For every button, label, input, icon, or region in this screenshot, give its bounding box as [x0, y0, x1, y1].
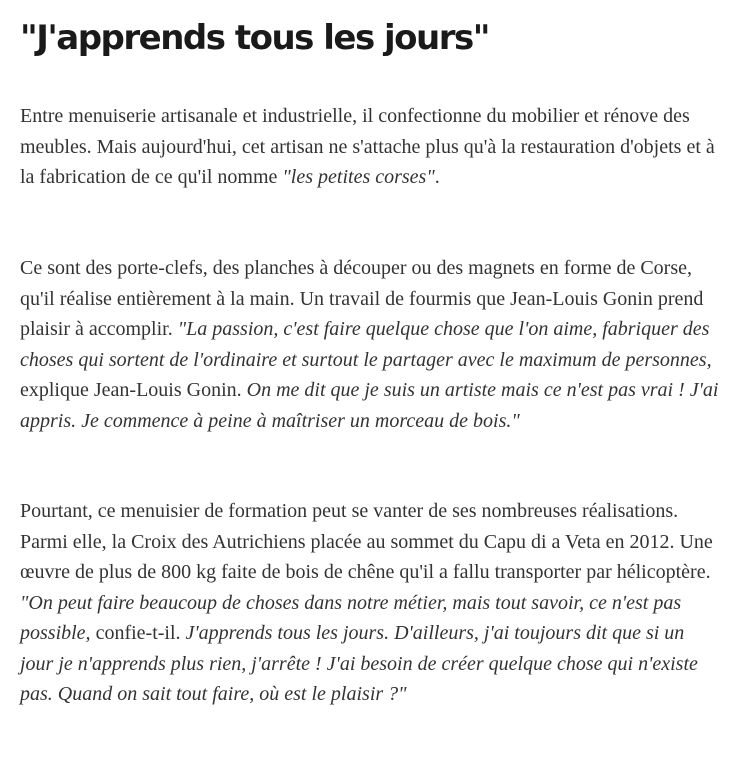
paragraph-text: . — [434, 166, 440, 188]
article-headline: "J'apprends tous les jours" — [20, 18, 489, 58]
paragraph-text: Ce sont des porte-clefs, des planches à découper ou des magnets en forme de Corse, qu'il réalise entièrement à la main. Un travail de fourmis que Jean-Louis Gonin prend plaisir à accomplir. — [20, 257, 704, 340]
paragraph-quote: "On peut faire beaucoup de choses dans notre métier, mais tout savoir, ce n'est pas possible, — [20, 591, 682, 644]
paragraph-quote: "les petites corses" — [282, 166, 435, 188]
paragraph — [20, 253, 720, 436]
paragraph-text: explique Jean-Louis Gonin. — [20, 379, 247, 401]
paragraph-text: confie-t-il. — [90, 622, 186, 644]
paragraph-quote: On me dit que je suis un artiste mais ce n'est pas vrai ! J'ai appris. Je commence à peine à maîtriser un morceau de bois." — [20, 379, 719, 432]
paragraph-text: Pourtant, ce menuisier de formation peut se vanter de ses nombreuses réalisations. Parmi elle, la Croix des Autrichiens placée au sommet du Capu di a Veta en 2012. Une œuvre de plus de 800 kg faite de bois de chêne qu'il a fallu transporter par hélicoptère. — [20, 500, 713, 583]
paragraph — [20, 101, 720, 193]
paragraph — [20, 496, 720, 710]
paragraph-text: Entre menuiserie artisanale et industrielle, il confectionne du mobilier et rénove des meubles. Mais aujourd'hui, cet artisan ne s'attache plus qu'à la restauration d'objets et à la fabrication de ce qu'il nomme — [20, 105, 715, 188]
paragraph-quote: J'apprends tous les jours. D'ailleurs, j'ai toujours dit que si un jour je n'apprends plus rien, j'arrête ! J'ai besoin de créer quelque chose qui n'existe pas. Quand on sait tout faire, où est le plaisir ?" — [20, 622, 698, 705]
paragraph-quote: "La passion, c'est faire quelque chose que l'on aime, fabriquer des choses qui sortent de l'ordinaire et surtout le partager avec le maximum de personnes, — [20, 318, 712, 371]
